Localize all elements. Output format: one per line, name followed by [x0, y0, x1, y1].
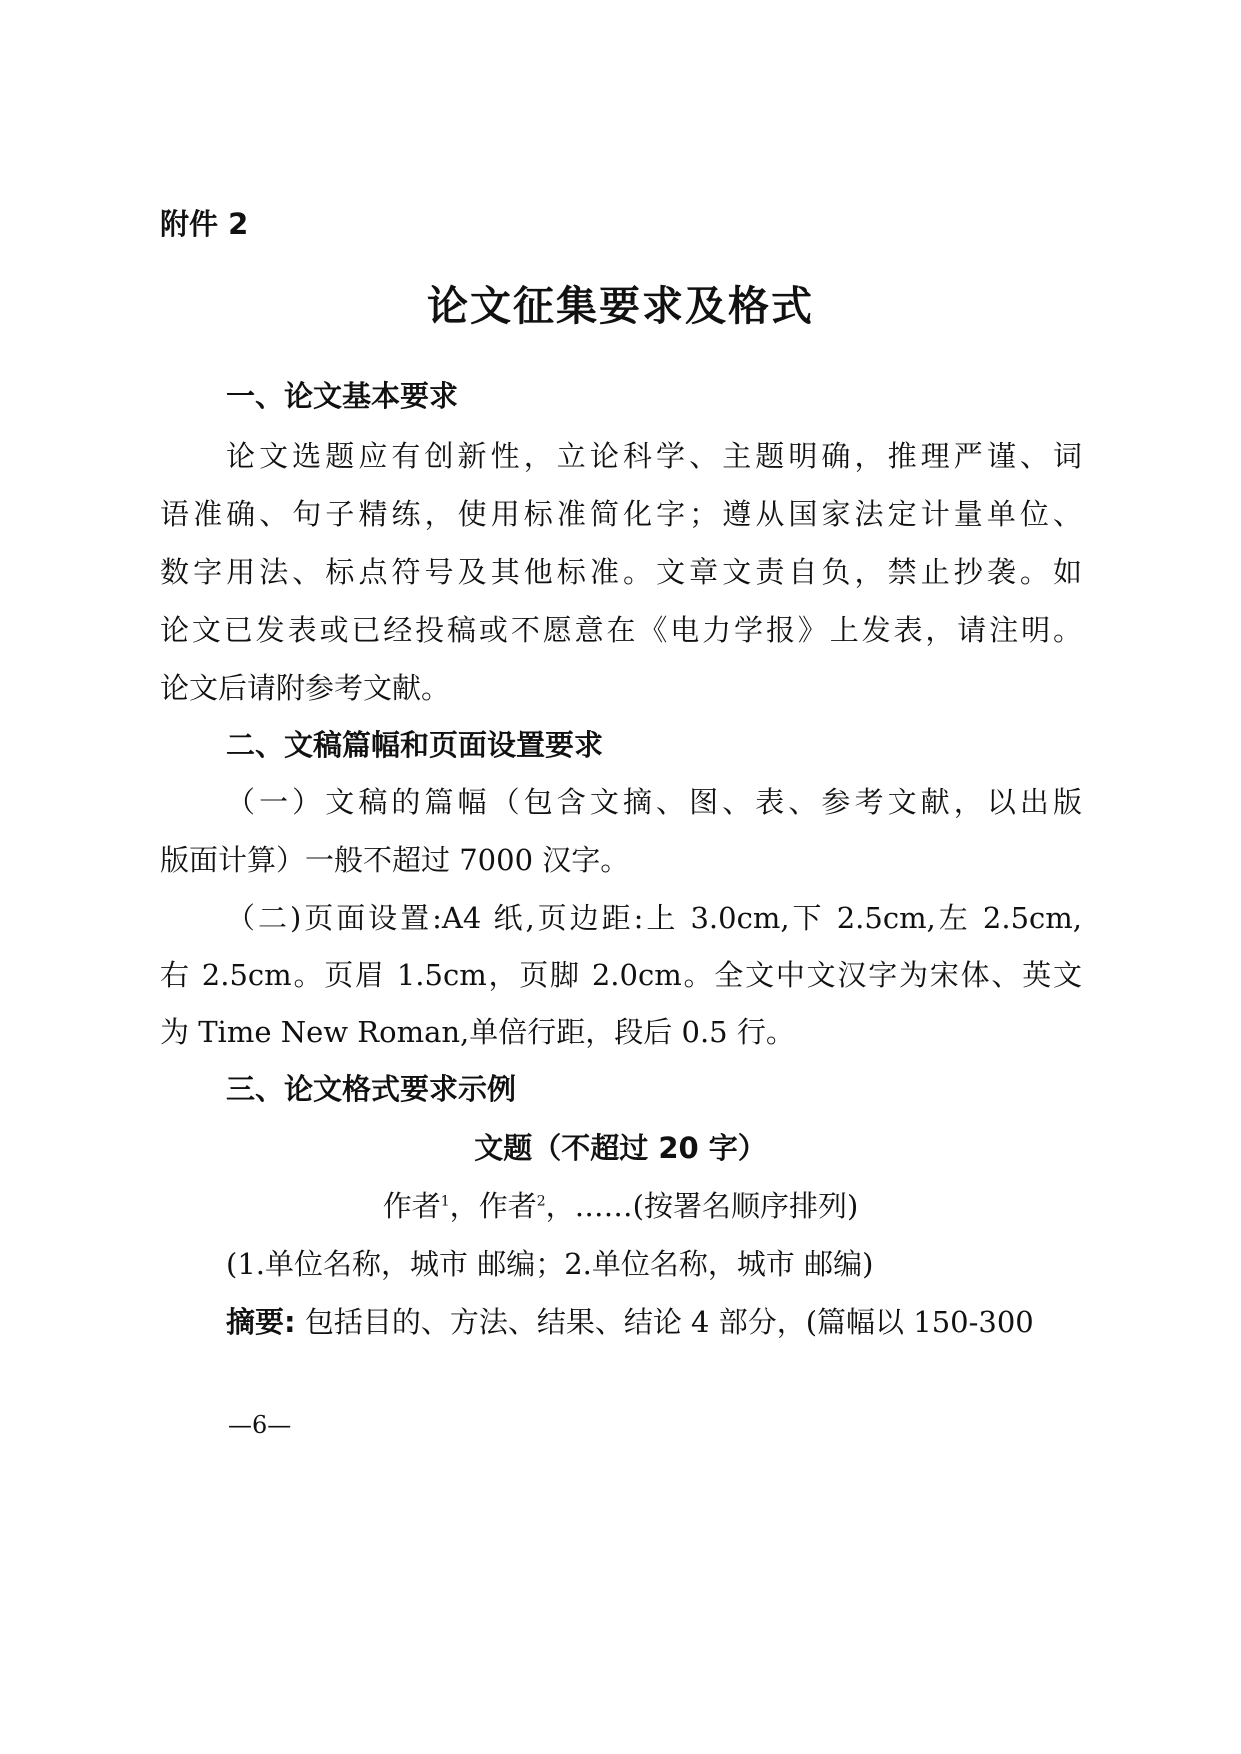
- section-3-heading: 三、论文格式要求示例: [226, 1072, 517, 1106]
- section-1-heading: 一、论文基本要求: [226, 379, 459, 413]
- author-rest: ，……(按署名顺序排列): [545, 1189, 859, 1223]
- page-title: 论文征集要求及格式: [427, 282, 814, 330]
- author-a-superscript: 1: [440, 1193, 450, 1210]
- section-2-heading: 二、文稿篇幅和页面设置要求: [226, 728, 604, 762]
- section-2-line-4: 右 2.5cm。页眉 1.5cm，页脚 2.0cm。全文中文汉字为宋体、英文: [160, 958, 1082, 992]
- abstract-text: 包括目的、方法、结果、结论 4 部分，(篇幅以 150-300: [295, 1305, 1034, 1339]
- example-authors: [0, 1186, 1241, 1226]
- example-affiliation: (1.单位名称，城市 邮编；2.单位名称，城市 邮编): [226, 1247, 874, 1281]
- section-1-line-2: 语准确、句子精练，使用标准简化字；遵从国家法定计量单位、: [160, 497, 1082, 531]
- section-1-line-5: 论文后请附参考文献。: [160, 671, 451, 705]
- section-1-line-3: 数字用法、标点符号及其他标准。文章文责自负，禁止抄袭。如: [160, 555, 1082, 589]
- example-title: 文题（不超过 20 字）: [474, 1131, 767, 1165]
- section-2-line-3: （二)页面设置:A4 纸,页边距:上 3.0cm,下 2.5cm,左 2.5cm,: [226, 901, 1082, 935]
- section-1-line-1: 论文选题应有创新性，立论科学、主题明确，推理严谨、词: [226, 439, 1082, 473]
- author-a: 作者: [382, 1189, 441, 1223]
- page-number: —6—: [228, 1411, 292, 1439]
- author-b-superscript: 2: [536, 1193, 546, 1210]
- example-abstract: [226, 1302, 1034, 1342]
- attachment-label: 附件 2: [160, 207, 249, 241]
- author-b: 作者: [478, 1189, 537, 1223]
- author-separator: ，: [449, 1189, 479, 1223]
- section-2-line-5: 为 Time New Roman,单倍行距，段后 0.5 行。: [160, 1015, 795, 1049]
- section-1-line-4: 论文已发表或已经投稿或不愿意在《电力学报》上发表，请注明。: [160, 613, 1082, 647]
- section-2-line-2: 版面计算）一般不超过 7000 汉字。: [160, 843, 630, 877]
- section-2-line-1: （一）文稿的篇幅（包含文摘、图、表、参考文献，以出版: [226, 785, 1082, 819]
- abstract-label: 摘要:: [226, 1305, 296, 1339]
